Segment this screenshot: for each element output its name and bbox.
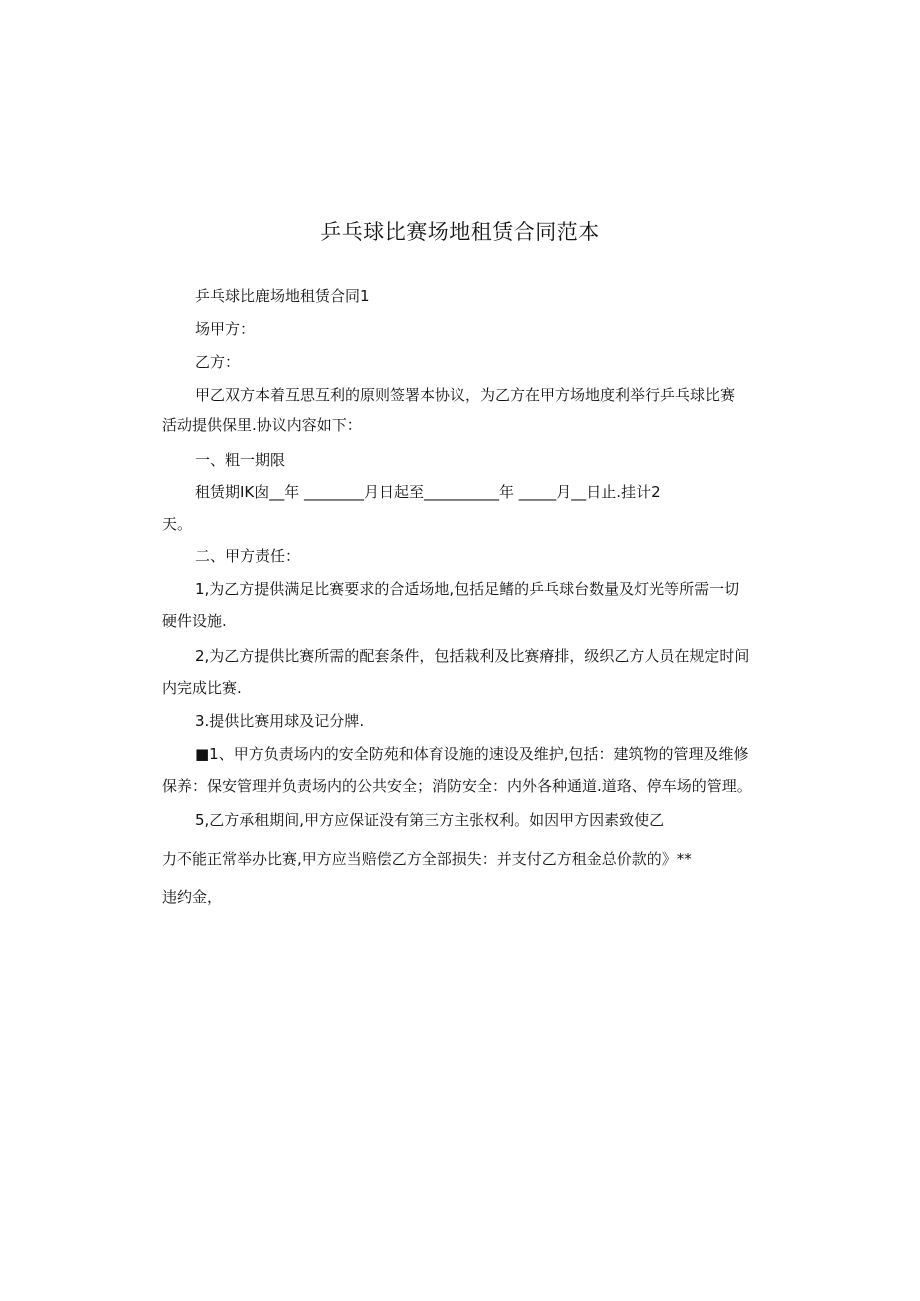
lease-term-line-2: 天。 (162, 515, 193, 533)
party-b-line: 乙方： (195, 353, 241, 371)
clause-1-line-1: 1,为乙方提供满足比赛要求的合适场地,包括足鳍的乒乓球台数量及灯光等所需一切 (195, 580, 740, 598)
clause-1-line-2: 硬件设施. (162, 612, 227, 630)
contract-heading: 乒乓球比鹿场地租赁合同1 (195, 287, 370, 305)
clause-4-line-2: 保养：保安管理并负责场内的公共安全；消防安全：内外各种通道.道珞、停车场的管理。 (162, 777, 752, 795)
document-title: 乒乓球比赛场地租赁合同范本 (320, 220, 600, 244)
lease-term-line-1: 租赁期IK囱__年 ________月日起至__________年 _____月__日止.挂计2 (195, 483, 661, 501)
clause-3-line: 3.提供比赛用球及记分牌. (195, 712, 365, 730)
clause-5-line-2: 力不能正常举办比赛,甲方应当赔偿乙方全部损失：并支付乙方租金总价款的》** (162, 850, 692, 868)
clause-2-line-1: 2,为乙方提供比赛所需的配套条件，包括栽利及比赛瘠排，级织乙方人员在规定时间 (195, 647, 750, 665)
section-2-heading: 二、甲方责任： (195, 547, 301, 565)
clause-5-line-3: 违约金， (162, 888, 223, 906)
intro-paragraph-line-1: 甲乙双方本着互思互利的原则签署本协议，为乙方在甲方场地度利举行乒乓球比赛 (195, 386, 736, 404)
clause-4-line-1: ■1、甲方负责场内的安全防苑和体育设施的速设及维护,包括：建筑物的管理及维修 (195, 745, 749, 763)
clause-2-line-2: 内完成比赛. (162, 679, 242, 697)
intro-paragraph-line-2: 活动提供保里.协议内容如下： (162, 416, 362, 434)
clause-5-line-1: 5,乙方承租期间,甲方应保证没有第三方主张权利。如因甲方因素致使乙 (195, 811, 665, 829)
section-1-heading: 一、粗一期限 (195, 451, 286, 469)
party-a-line: 场甲方： (195, 320, 256, 338)
